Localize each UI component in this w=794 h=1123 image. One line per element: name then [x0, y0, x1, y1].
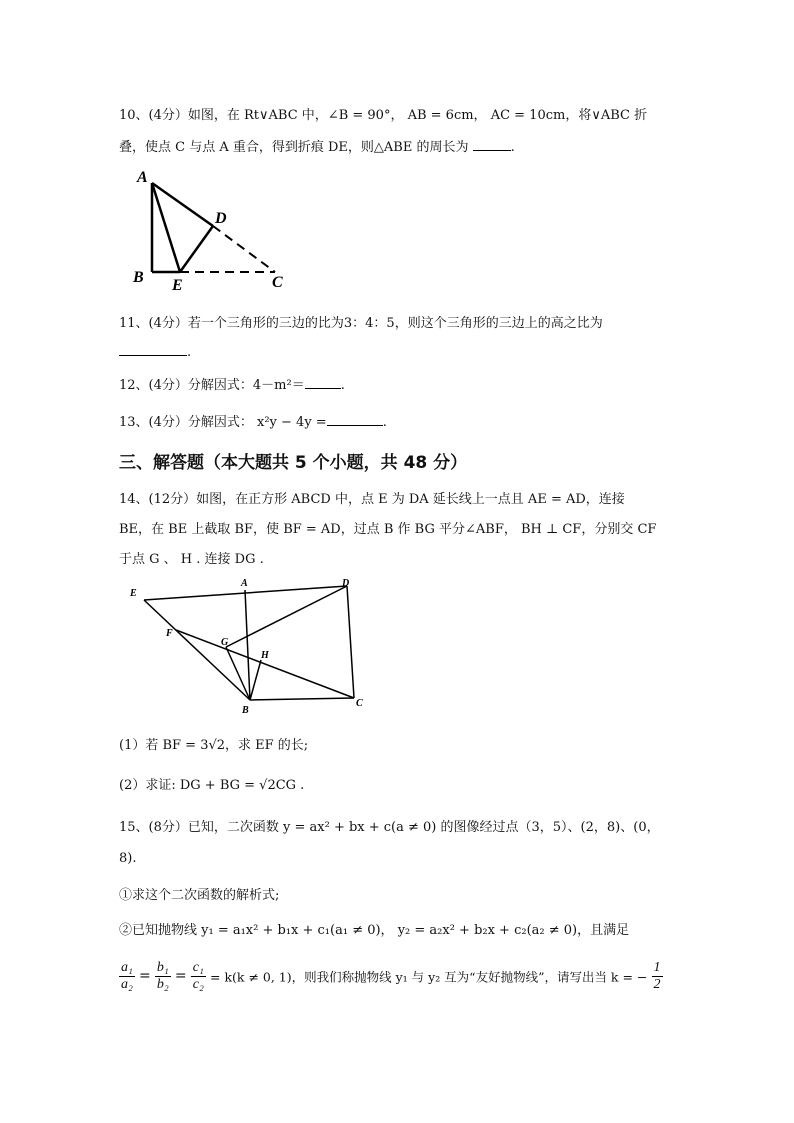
q11-line2: [119, 343, 191, 360]
label-b: B: [242, 705, 249, 716]
q10-period: .: [510, 140, 515, 155]
segment-ab: [245, 590, 250, 700]
fraction-numerator: a₁: [121, 960, 133, 975]
q10-line1: 10、(4分）如图，在 Rt∨ABC 中，∠B = 90°， AB = 6cm， AC = 10cm，将∨ABC 折: [119, 108, 648, 123]
segment-dc: [347, 586, 354, 698]
q13-line: [119, 411, 387, 430]
label-f: F: [166, 628, 173, 639]
q14-part2: (2）求证: DG + BG = √2CG .: [119, 778, 305, 793]
q11-line1: 11、(4分）若一个三角形的三边的比为3：4：5，则这个三角形的三边上的高之比为: [119, 316, 603, 331]
label-g: G: [221, 637, 229, 648]
q13-text: 13、(4分）分解因式： x²y − 4y =: [119, 415, 327, 430]
q15-part2-continued: $\frac{\text{a₁}}{\text{a₂}}$ = $\frac{\text{b₁}}{\text{b₂}}$ = $\frac{\text{c₁}}{\text{c₂}}$ = k(k ≠ 0, 1)，则我们称抛物线 y₁ 与 y₂ 互为“友好抛物线”，请写出当 k = − $\frac{1}{2}$: [121, 960, 661, 992]
segment-gd: [226, 586, 347, 647]
segment-ad: [152, 183, 213, 226]
fraction-c: [191, 960, 206, 993]
label-h: H: [261, 650, 269, 661]
q14-part1: (1）若 BF = 3√2，求 EF 的长;: [119, 738, 309, 753]
q15-part2-continued-text: = k(k ≠ 0, 1)，则我们称抛物线 y₁ 与 y₂ 互为“友好抛物线”，请写出当 k = −: [210, 969, 648, 985]
fraction-denominator: c₂: [192, 977, 204, 992]
label-d: D: [215, 210, 227, 227]
segment-ed: [180, 226, 213, 272]
segment-fc: [176, 630, 354, 698]
label-b: B: [133, 269, 144, 286]
fraction-denominator: a₂: [121, 977, 133, 992]
fraction-denominator: b₂: [156, 977, 169, 992]
q15-line1: 15、(8分）已知，二次函数 y = ax² + bx + c(a ≠ 0) 的图像经过点（3，5）、(2，8)、(0，: [119, 820, 660, 835]
fraction-numerator: 1: [653, 960, 661, 975]
segment-hb: [250, 660, 261, 700]
label-a: A: [137, 169, 148, 186]
label-d: D: [342, 578, 350, 589]
q15-part2: ②已知抛物线 y₁ = a₁x² + b₁x + c₁(a₁ ≠ 0)， y₂ = a₂x² + b₂x + c₂(a₂ ≠ 0)，且满足: [119, 923, 630, 938]
answer-blank: [305, 376, 341, 389]
fraction-half: [652, 960, 663, 993]
answer-blank: [473, 138, 511, 151]
segment-ae: [152, 183, 180, 272]
fraction-numerator: c₁: [192, 960, 204, 975]
label-a: A: [241, 578, 248, 589]
answer-blank: [327, 413, 383, 426]
q10-line2-text: 叠，使点 C 与点 A 重合，得到折痕 DE，则△ABE 的周长为: [119, 140, 469, 155]
section-3-title: 三、解答题（本大题共 5 个小题，共 48 分）: [119, 453, 468, 473]
q15-line2: 8).: [119, 851, 137, 866]
segment-dc: [213, 226, 275, 272]
fraction-a: [119, 960, 135, 993]
fraction-numerator: b₁: [156, 960, 169, 975]
segment-eb: [144, 600, 250, 700]
q11-period: .: [187, 345, 192, 360]
fraction-b: [155, 960, 171, 993]
fraction-denominator: 2: [653, 977, 661, 992]
q12-period: .: [340, 378, 345, 393]
q12-text: 12、(4分）分解因式：4－m²＝: [119, 378, 305, 393]
label-c: C: [356, 698, 363, 709]
q14-square-figure: [128, 576, 373, 716]
label-e: E: [172, 277, 183, 290]
q13-period: .: [382, 415, 387, 430]
q14-line1: 14、(12分）如图，在正方形 ABCD 中，点 E 为 DA 延长线上一点且 AE = AD，连接: [119, 492, 625, 507]
label-e: E: [130, 588, 137, 599]
q12-line: [119, 374, 345, 393]
segment-gb: [226, 647, 250, 700]
segment-cb: [250, 698, 354, 700]
q14-line3: 于点 G 、 H . 连接 DG .: [119, 552, 264, 567]
q14-line2: BE，在 BE 上截取 BF，使 BF = AD，过点 B 作 BG 平分∠ABF， BH ⊥ CF，分别交 CF: [119, 522, 657, 537]
q15-part1: ①求这个二次函数的解析式;: [119, 888, 280, 903]
label-c: C: [272, 274, 283, 290]
q10-triangle-figure: [125, 165, 295, 290]
q10-line2: [119, 136, 515, 155]
answer-blank: [119, 343, 187, 356]
